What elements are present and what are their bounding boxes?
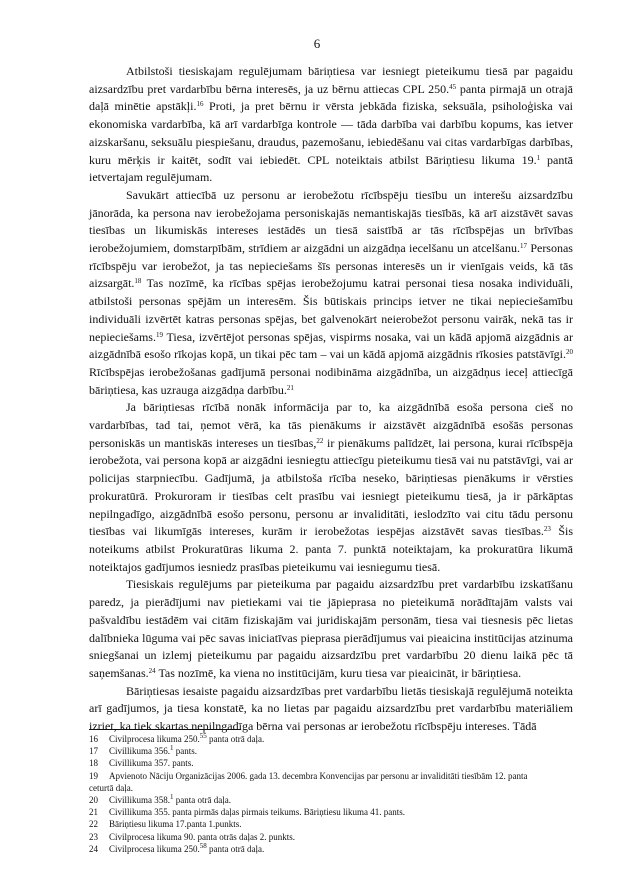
footnote-text [109, 771, 527, 781]
footnote-number: 20 [89, 795, 98, 806]
text-run: Bāriņtiesu likuma 17.panta 1.punkts. [109, 819, 242, 830]
footnote-text [109, 746, 197, 756]
paragraph [89, 187, 573, 399]
paragraph [89, 63, 573, 187]
text-run: Apvienoto Nāciju Organizācijas 2006. gada 13. decembra Konvencijas par personu ar invaliditāti tiesībām 12. panta [109, 770, 528, 781]
text-run: Savukārt attiecībā uz personu ar ierobežotu rīcībspēju tiesību un interešu aizsardzību jānorāda, ka persona nav ierobežojama personiskajās nemantiskajās tiesībās, kā arī aizstāvēt savas tiesības un likumiskās intereses iestādēs un tiesā saistībā ar tās rīcībspējas un brīvības ierobežojumiem, domstarpībām, strīdiem ar aizgādni un aizgādņa iecelšanu un atcelšanu. [89, 187, 573, 256]
footnote-separator [89, 729, 241, 730]
footnote-ref: 23 [543, 525, 551, 534]
footnote-number: 16 [89, 734, 98, 744]
footnote-ref: 20 [566, 348, 573, 357]
footnote-text [109, 832, 295, 842]
footnote [89, 794, 573, 806]
text-run: pantā ietvertajam regulējumam. [89, 152, 573, 185]
footnote-ref: 1 [170, 793, 174, 802]
footnote [89, 757, 573, 769]
footnote-number: 17 [89, 746, 98, 757]
text-run: Bāriņtiesas iesaiste pagaidu aizsardzības pret vardarbību lietās tiesiskajā regulējumā noteikta arī gadījumos, ja tiesa konstatē, ka no lietas par pagaidu aizsardzību pret vardarbību materiāliem izriet, ka tiek skartas nepilngadīga bērna vai personas ar ierobežotu rīcībspēju intereses. Tādā [89, 683, 573, 734]
footnote-ref: 1 [170, 744, 174, 753]
footnote-ref: 1 [536, 153, 541, 162]
footnote-text [109, 734, 264, 744]
text-run: panta otrā daļa. [173, 795, 231, 806]
footnote-ref: 16 [196, 100, 204, 109]
text-run: Tas nozīmē, ka rīcības spējas ierobežojumu katrai personai tiesa nosaka individuāli, atbilstoši personas spējām un interesēm. Šis būtiskais princips ietver ne tikai nepieciešamību individuāli izvērtēt katras personas spējas, bet galvenokārt neierobežot personu vairāk, nekā tas ir nepieciešams. [89, 276, 573, 344]
footnote-ref: 45 [449, 82, 457, 91]
body-text [89, 63, 573, 736]
footnote-text [109, 758, 194, 768]
text-run: Tiesa, izvērtējot personas spējas, vispirms nosaka, vai un kādā apjomā aizgādnis ar aizgādnībā esošo rīkojas kopā, un tikai pēc tam – vai un kādā apjomā aizgādnis rīkosies patstāvīgi. [89, 329, 573, 362]
footnote [89, 770, 573, 782]
paragraph [89, 399, 573, 576]
footnote-continuation: ceturtā daļa. [89, 782, 133, 793]
footnote-ref: 17 [519, 242, 527, 251]
footnote-ref: 55 [199, 732, 207, 740]
text-run: Tas nozīmē, ka viena no institūcijām, kuru tiesa var pieaicināt, ir bāriņtiesa. [155, 665, 522, 680]
footnote-text [109, 807, 405, 817]
text-run: Civillikuma 356. [109, 746, 171, 757]
footnote [89, 745, 573, 757]
page-number: 6 [313, 36, 321, 51]
text-run: Civilprocesa likuma 250. [109, 734, 200, 744]
footnote-text [109, 819, 241, 829]
text-run: panta pirmajā un otrajā daļā minētie apstākļi. [89, 81, 573, 114]
footnote-number: 24 [89, 843, 98, 854]
text-run: Civilprocesa likuma 90. panta otrās daļas 2. punkts. [109, 831, 295, 842]
paragraph [89, 576, 573, 682]
footnote [89, 818, 573, 830]
footnote-text [109, 841, 265, 854]
text-run: panta otrā daļa. [206, 843, 265, 854]
footnote-ref: 18 [134, 277, 142, 286]
footnote [89, 806, 573, 818]
footnotes [89, 733, 573, 855]
footnote-ref: 21 [286, 383, 294, 392]
text-run: Personas rīcībspēju var ierobežot, ja tas nepieciešams šīs personas interesēs un ir vienīgais veids, kā tās aizsargāt. [89, 241, 573, 291]
text-run: Atbilstoši tiesiskajam regulējumam bāriņtiesa var iesniegt pieteikumu tiesā par pagaidu aizsardzību pret vardarbību bērna interesēs, ja uz bērnu attiecas CPL 250. [89, 64, 573, 96]
text-run: Šis noteikums atbilst Prokuratūras likuma 2. panta 7. punktā noteiktajam, ka prokuratūra likumā noteiktajos gadījumos iesniedz prasības pieteikumu vai iesniegumu tiesā. [89, 524, 574, 574]
text-run: Ja bāriņtiesas rīcībā nonāk informācija par to, ka aizgādnībā esoša persona cieš no vardarbības, tad tai, ņemot vērā, ka tās pienākums ir aizstāvēt aizgādnībā esošās personas personiskās un mantiskās intereses un tiesības, [89, 400, 573, 450]
footnote-number: 23 [89, 831, 98, 842]
footnote [89, 733, 573, 745]
paragraph [89, 683, 573, 736]
text-run: Proti, ja pret bērnu ir vērsta jebkāda fiziska, seksuāla, psiholoģiska vai ekonomiska vardarbība, kā arī vardarbīga kontrole — tāda darbība vai darbību kopums, kas ietver aizskaršanu, seksuālu piespiešanu, draudus, pazemošanu, iebiedēšanu vai citas vardarbīgas darbības, kuru mērķis ir kaitēt, sodīt vai iebiedēt. CPL noteiktais atbilst Bāriņtiesu likuma 19. [89, 99, 573, 167]
text-run: Civillikuma 355. panta pirmās daļas pirmais teikums. Bāriņtiesu likuma 41. pants. [109, 807, 405, 818]
text-run: panta otrā daļa. [206, 734, 265, 744]
footnote-ref: 58 [199, 841, 207, 850]
footnote [89, 831, 573, 843]
text-run: Civilprocesa likuma 250. [109, 843, 200, 854]
text-run: pants. [173, 746, 198, 757]
footnote-ref: 22 [316, 436, 324, 445]
footnote-text [109, 795, 231, 805]
footnote-number: 18 [89, 758, 98, 769]
footnote-ref: 19 [155, 330, 163, 339]
footnote-number: 19 [89, 770, 98, 781]
text-run: Civillikuma 358. [109, 795, 171, 806]
text-run: Rīcībspējas ierobežošanas gadījumā personai nodibināma aizgādnība, un aizgādņus ieceļ attiecīgā bāriņtiesa, kas uzrauga aizgādņa darbību. [89, 364, 573, 397]
text-run: Civillikuma 357. pants. [109, 758, 194, 769]
text-run: ir pienākums palīdzēt, lai persona, kurai rīcībspēja ierobežota, vai persona kopā ar aizgādni iesniegtu attiecīgu pieteikumu tiesā vai nu patstāvīgi, vai ar policijas starpniecību. Gadījumā, ja atbilstoša rīcība neseko, bāriņtiesas pienākums ir vērsties prokuratūrā. Prokuroram ir tiesības celt prasību vai iesniegt pieteikumu tiesā, ja ir pārkāptas nepilngadīgo, aizgādnībā esošo personu, personu ar invaliditāti, ieslodzīto vai citu tādu personu tiesības vai likumīgās intereses, kurām ir ierobežotas iespējas aizstāvēt savas tiesības. [89, 435, 573, 539]
footnote [89, 843, 573, 855]
footnote-number: 21 [89, 807, 98, 818]
text-run: Tiesiskais regulējums par pieteikuma par pagaidu aizsardzību pret vardarbību izskatīšanu paredz, ja pierādījumi nav pietiekami vai tie jāpieprasa no pieteikumā norādītajām valsts vai pašvaldību iestādēm vai citām fiziskajām vai juridiskajām personām, tiesa vai tiesnesis pēc lietas dalībnieka lūguma vai pēc savas iniciatīvas pieprasa pierādījumus vai pieaicina institūcijas atzinuma sniegšanai un izlemj pieteikumu par pagaidu aizsardzību pret vardarbību 20 dienu laikā pēc tā saņemšanas. [89, 577, 573, 680]
footnote-number: 22 [89, 819, 98, 830]
footnote-ref: 24 [148, 666, 156, 675]
